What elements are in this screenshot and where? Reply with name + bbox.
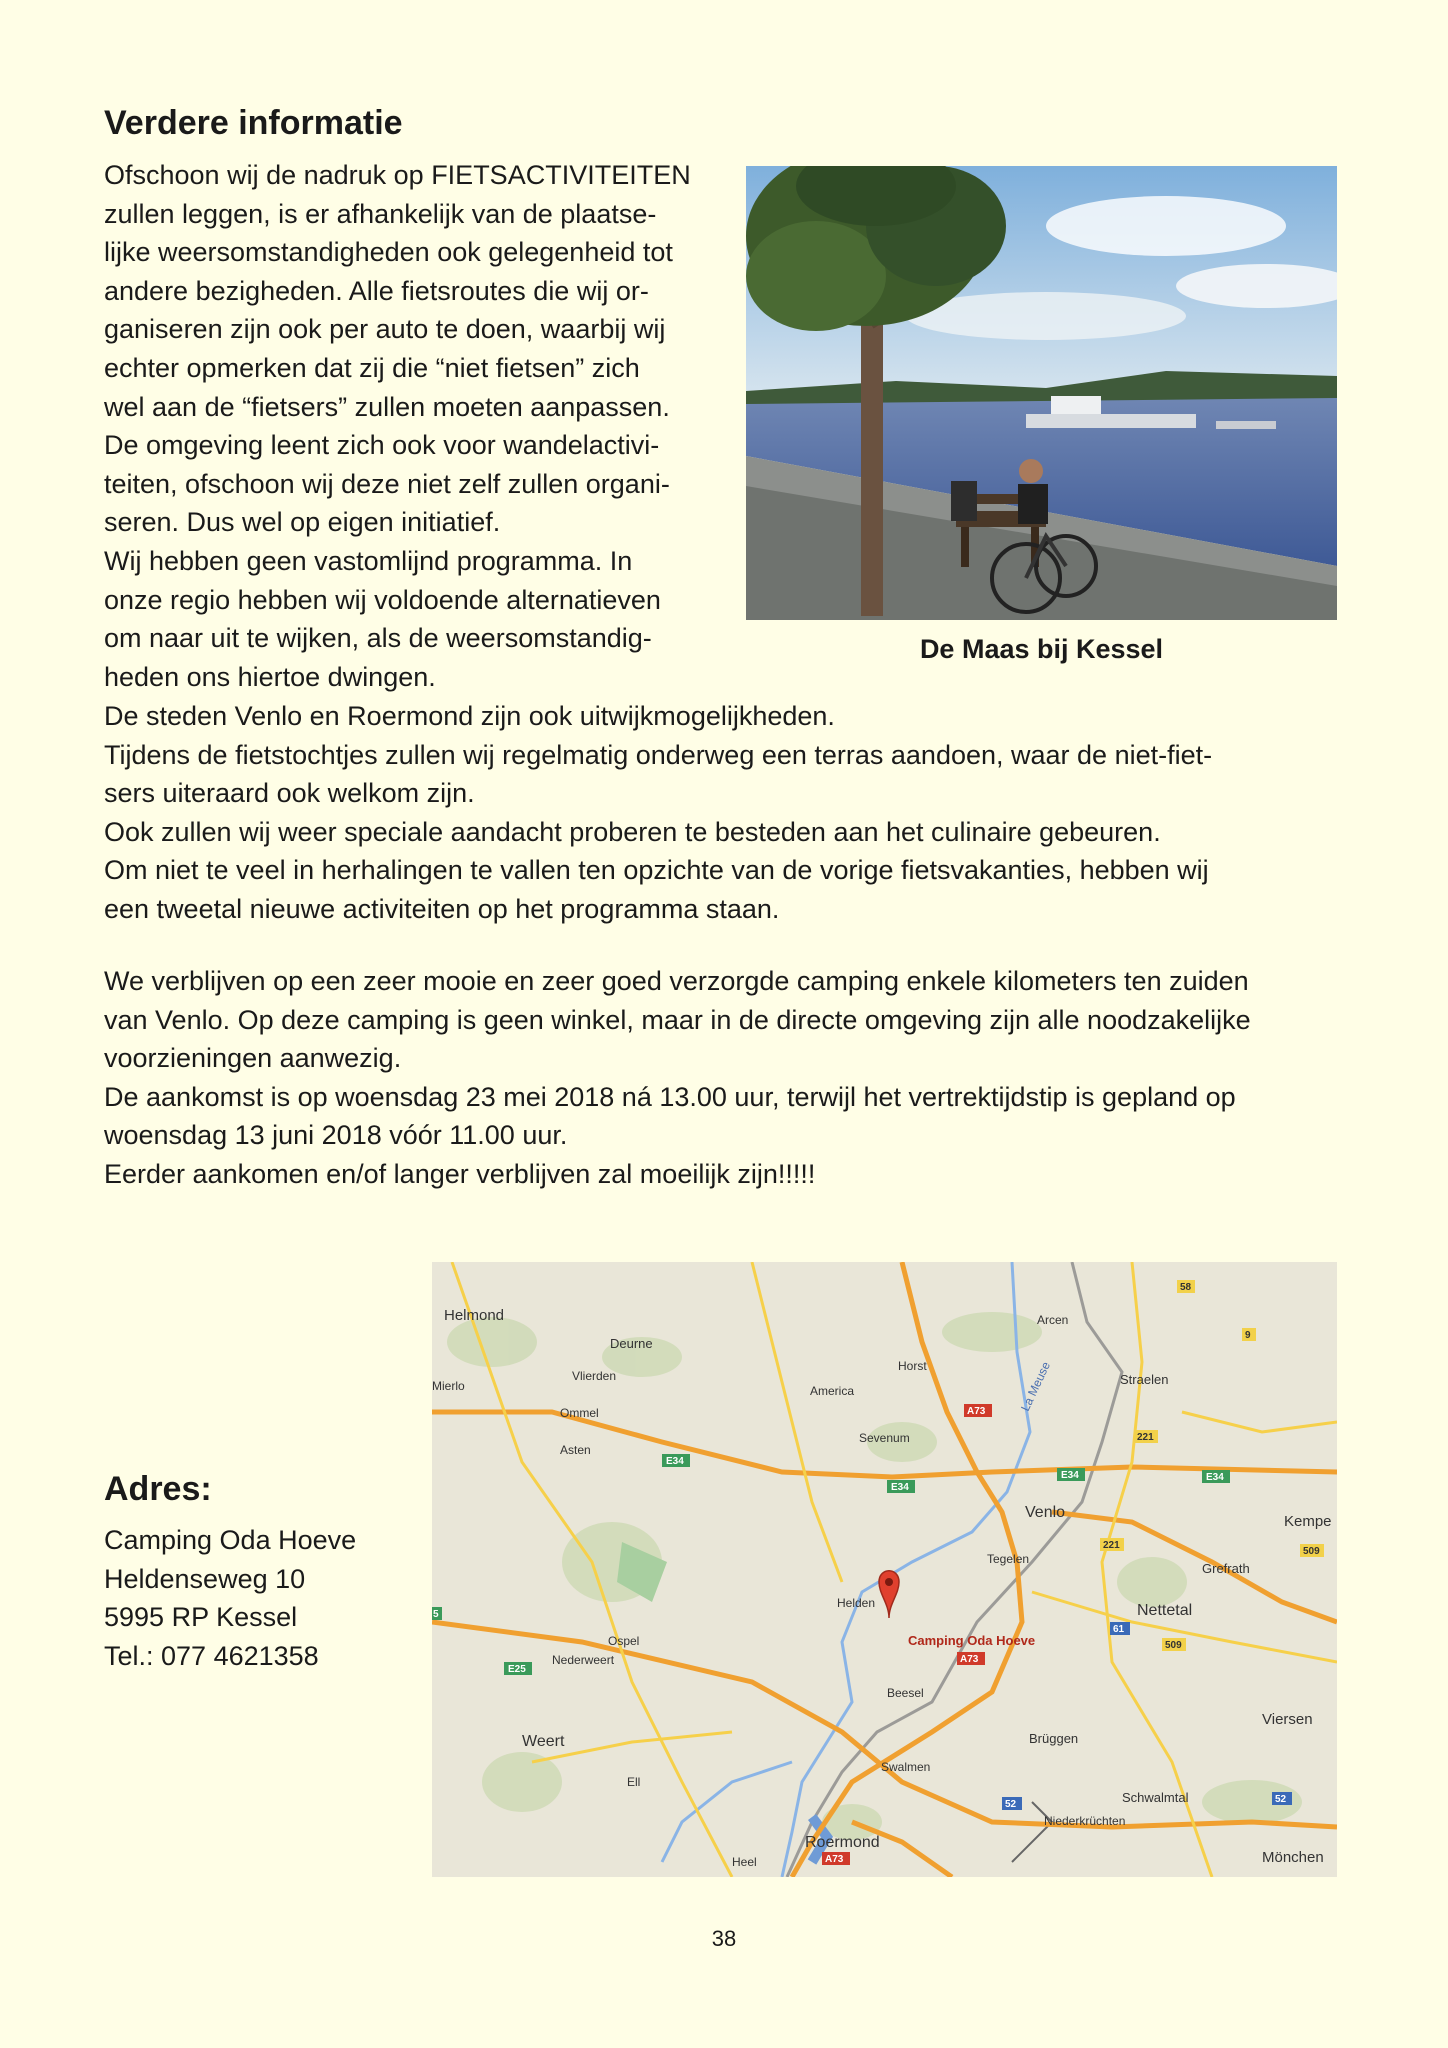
- text-line: De aankomst is op woensdag 23 mei 2018 ná 13.00 uur, terwijl het vertrektijdstip is gepland op: [104, 1081, 1236, 1112]
- text-line: zullen leggen, is er afhankelijk van de plaatse-: [104, 198, 657, 229]
- text-line: echter opmerken dat zij die “niet fietsen” zich: [104, 352, 640, 383]
- section-heading: Verdere informatie: [104, 104, 403, 142]
- map-place-label: Sevenum: [859, 1431, 910, 1445]
- road-badge: [1057, 1468, 1085, 1481]
- svg-text:58: 58: [1180, 1282, 1192, 1293]
- address-line: 5995 RP Kessel: [104, 1602, 298, 1633]
- address-block: [104, 1470, 356, 1675]
- road-badge: [1134, 1430, 1158, 1443]
- svg-text:509: 509: [1165, 1640, 1182, 1651]
- road-badge: [887, 1480, 915, 1493]
- text-line: De omgeving leent zich ook voor wandelactivi-: [104, 430, 660, 461]
- address-line: Camping Oda Hoeve: [104, 1525, 357, 1555]
- text-line: De steden Venlo en Roermond zijn ook uitwijkmogelijkheden.: [104, 701, 835, 731]
- road-badge: [662, 1454, 690, 1467]
- svg-text:E34: E34: [1061, 1470, 1079, 1481]
- page-number: 38: [711, 1926, 737, 1951]
- svg-text:52: 52: [1005, 1799, 1017, 1810]
- address-line: Heldenseweg 10: [104, 1563, 306, 1594]
- svg-text:221: 221: [1137, 1432, 1154, 1443]
- svg-text:509: 509: [1303, 1546, 1320, 1557]
- text-line: teiten, ofschoon wij deze niet zelf zullen organi-: [104, 468, 670, 499]
- road-badge: [957, 1652, 985, 1665]
- map-place-label: Venlo: [1025, 1504, 1066, 1521]
- map-place-label: Grefrath: [1202, 1561, 1250, 1576]
- road-badge: [1300, 1544, 1324, 1557]
- svg-text:E25: E25: [508, 1664, 526, 1675]
- text-line: lijke weersomstandigheden ook gelegenheid tot: [104, 237, 673, 268]
- photo-caption: De Maas bij Kessel: [919, 634, 1164, 664]
- map-place-label: Beesel: [887, 1686, 924, 1700]
- map-place-label: Straelen: [1120, 1372, 1169, 1387]
- road-badge: [1002, 1797, 1022, 1810]
- map-place-label: Tegelen: [987, 1552, 1030, 1566]
- map-place-label: Deurne: [610, 1336, 653, 1351]
- body-paragraph: [104, 697, 1354, 929]
- road-badge: [1272, 1792, 1292, 1805]
- text-line: sers uiteraard ook welkom zijn.: [104, 778, 475, 809]
- map-place-label: Horst: [898, 1359, 927, 1373]
- map-river-label: La Meuse: [1018, 1359, 1053, 1414]
- map-place-label: Arcen: [1037, 1313, 1069, 1327]
- svg-text:A73: A73: [960, 1654, 979, 1665]
- address-line: Tel.: 077 4621358: [104, 1640, 319, 1671]
- text-line: wel aan de “fietsers” zullen moeten aanpassen.: [104, 391, 670, 422]
- svg-text:9: 9: [1245, 1330, 1251, 1341]
- road-badge: [1177, 1280, 1195, 1293]
- road-badge: [822, 1852, 850, 1865]
- map-place-label: Ommel: [560, 1406, 599, 1420]
- map-place-label: Asten: [560, 1443, 591, 1457]
- location-map: [432, 1262, 1337, 1877]
- text-line: ganiseren zijn ook per auto te doen, waarbij wij: [104, 314, 666, 345]
- intro-paragraph: [104, 156, 734, 696]
- svg-text:52: 52: [1275, 1794, 1287, 1805]
- map-place-label: Schwalmtal: [1122, 1790, 1189, 1805]
- map-place-label: Heel: [732, 1855, 757, 1869]
- map-place-label: Mönchen: [1262, 1849, 1324, 1866]
- stay-paragraph: [104, 962, 1354, 1194]
- map-place-label: Weert: [522, 1733, 565, 1750]
- svg-text:221: 221: [1103, 1540, 1120, 1551]
- map-place-label: Roermond: [805, 1834, 880, 1851]
- road-badge: [1242, 1328, 1256, 1341]
- map-place-label: Helmond: [444, 1307, 505, 1324]
- text-line: woensdag 13 juni 2018 vóór 11.00 uur.: [104, 1120, 568, 1151]
- map-place-label: Ospel: [608, 1634, 640, 1648]
- map-place-label: Nederweert: [552, 1653, 615, 1667]
- text-line: heden ons hiertoe dwingen.: [104, 661, 436, 692]
- map-marker-label: Camping Oda Hoeve: [908, 1633, 1036, 1648]
- map-place-label: America: [810, 1384, 855, 1398]
- road-badge: [1162, 1638, 1186, 1651]
- map-place-label: Nettetal: [1137, 1602, 1193, 1619]
- text-line: Eerder aankomen en/of langer verblijven zal moeilijk zijn!!!!!: [104, 1158, 816, 1189]
- road-badge: [1202, 1470, 1230, 1483]
- map-place-label: Helden: [837, 1596, 876, 1610]
- text-line: voorzieningen aanwezig.: [104, 1043, 402, 1074]
- svg-text:A73: A73: [967, 1406, 986, 1417]
- svg-text:E34: E34: [1206, 1472, 1224, 1483]
- text-line: van Venlo. Op deze camping is geen winkel, maar in de directe omgeving zijn alle noodzakelijke: [104, 1004, 1251, 1035]
- svg-text:E34: E34: [666, 1456, 684, 1467]
- map-place-label: Viersen: [1262, 1711, 1313, 1728]
- text-line: onze regio hebben wij voldoende alternatieven: [104, 584, 661, 615]
- text-line: Wij hebben geen vastomlijnd programma. In: [104, 545, 633, 576]
- text-line: seren. Dus wel op eigen initiatief.: [104, 507, 501, 538]
- map-place-label: Swalmen: [881, 1760, 931, 1774]
- svg-text:A73: A73: [825, 1854, 844, 1865]
- road-badge: [964, 1404, 992, 1417]
- text-line: om naar uit te wijken, als de weersomstandig-: [104, 623, 652, 654]
- svg-text:5: 5: [433, 1609, 439, 1620]
- map-place-label: Brüggen: [1029, 1731, 1079, 1746]
- map-place-label: Kempe: [1284, 1513, 1332, 1530]
- map-place-label: Vlierden: [572, 1369, 617, 1383]
- text-line: een tweetal nieuwe activiteiten op het programma staan.: [104, 893, 780, 924]
- text-line: Ook zullen wij weer speciale aandacht proberen te besteden aan het culinaire gebeuren.: [104, 816, 1161, 847]
- road-badge: [432, 1607, 442, 1620]
- road-badge: [1100, 1538, 1124, 1551]
- text-line: We verblijven op een zeer mooie en zeer goed verzorgde camping enkele kilometers ten zuiden: [104, 966, 1249, 996]
- map-place-label: Niederkrüchten: [1044, 1814, 1126, 1828]
- map-place-label: Mierlo: [432, 1379, 465, 1393]
- text-line: andere bezigheden. Alle fietsroutes die wij or-: [104, 275, 649, 306]
- text-line: Tijdens de fietstochtjes zullen wij regelmatig onderweg een terras aandoen, waar de niet-fiet-: [104, 739, 1213, 770]
- address-title: Adres:: [104, 1470, 212, 1508]
- text-line: Om niet te veel in herhalingen te vallen ten opzichte van de vorige fietsvakanties, hebben wij: [104, 855, 1209, 886]
- road-badge: [504, 1662, 532, 1675]
- svg-text:E34: E34: [891, 1482, 909, 1493]
- svg-text:61: 61: [1113, 1624, 1125, 1635]
- text-line: Ofschoon wij de nadruk op FIETSACTIVITEITEN: [104, 160, 691, 190]
- river-photo: [746, 166, 1337, 620]
- map-place-label: Ell: [627, 1775, 641, 1789]
- road-badge: [1110, 1622, 1130, 1635]
